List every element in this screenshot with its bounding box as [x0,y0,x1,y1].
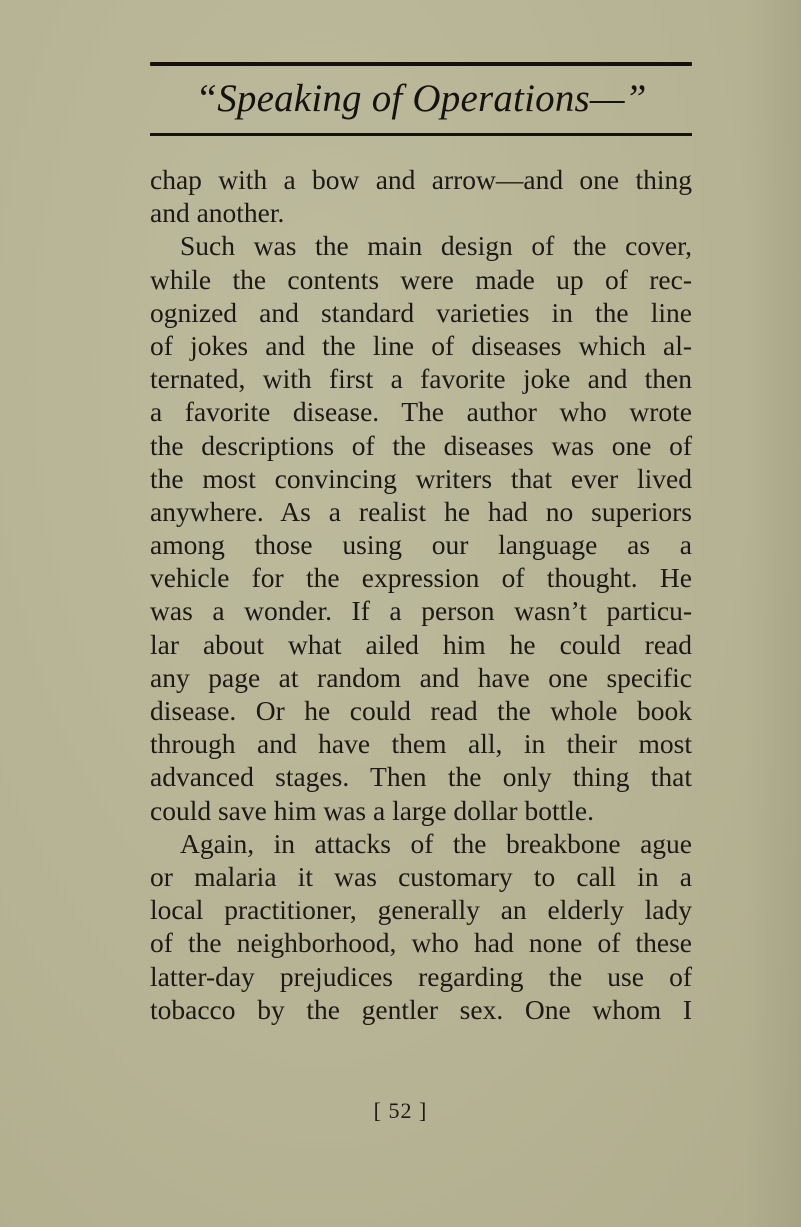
text-line: disease. Or he could read the whole book [150,695,692,726]
text-line: of jokes and the line of diseases which al- [150,329,692,361]
text-line-paragraph-start: Again, in attacks of the breakbone ague [180,827,692,859]
text-line: tobacco by the gentler sex. One whom I [150,993,692,1025]
text-line: the descriptions of the diseases was one of [150,429,692,461]
text-line: chap with a bow and arrow—and one thing [150,164,692,195]
text-line: local practitioner, generally an elderly lady [150,894,692,926]
text-line: was a wonder. If a person wasn’t particu- [150,595,692,627]
text-line: through and have them all, in their most [150,728,692,760]
page-header [150,62,692,136]
text-line: ternated, with first a favorite joke and then [150,363,692,395]
text-line: among those using our language as a [150,529,692,561]
running-head-title: “Speaking of Operations—” [195,77,647,120]
header-top-rule [150,62,692,66]
body-text [150,163,692,1026]
text-line: ognized and standard varieties in the line [150,296,692,328]
text-line: lar about what ailed him he could read [150,628,692,660]
text-line: and another. [150,197,285,229]
text-line: anywhere. As a realist he had no superiors [150,495,692,527]
header-bottom-rule [150,133,692,136]
text-line: latter-day prejudices regarding the use of [150,960,692,992]
text-line: advanced stages. Then the only thing that [150,761,692,793]
text-line: the most convincing writers that ever lived [150,462,692,494]
text-line: of the neighborhood, who had none of these [150,927,692,959]
text-line: a favorite disease. The author who wrote [150,396,692,428]
page-number: [ 52 ] [373,1098,428,1123]
text-line: while the contents were made up of rec- [150,263,692,295]
text-line-paragraph-start: Such was the main design of the cover, [180,230,692,262]
text-line: any page at random and have one specific [150,661,692,693]
text-line: vehicle for the expression of thought. He [150,562,692,594]
text-line: could save him was a large dollar bottle. [150,794,594,826]
text-line: or malaria it was customary to call in a [150,860,692,892]
